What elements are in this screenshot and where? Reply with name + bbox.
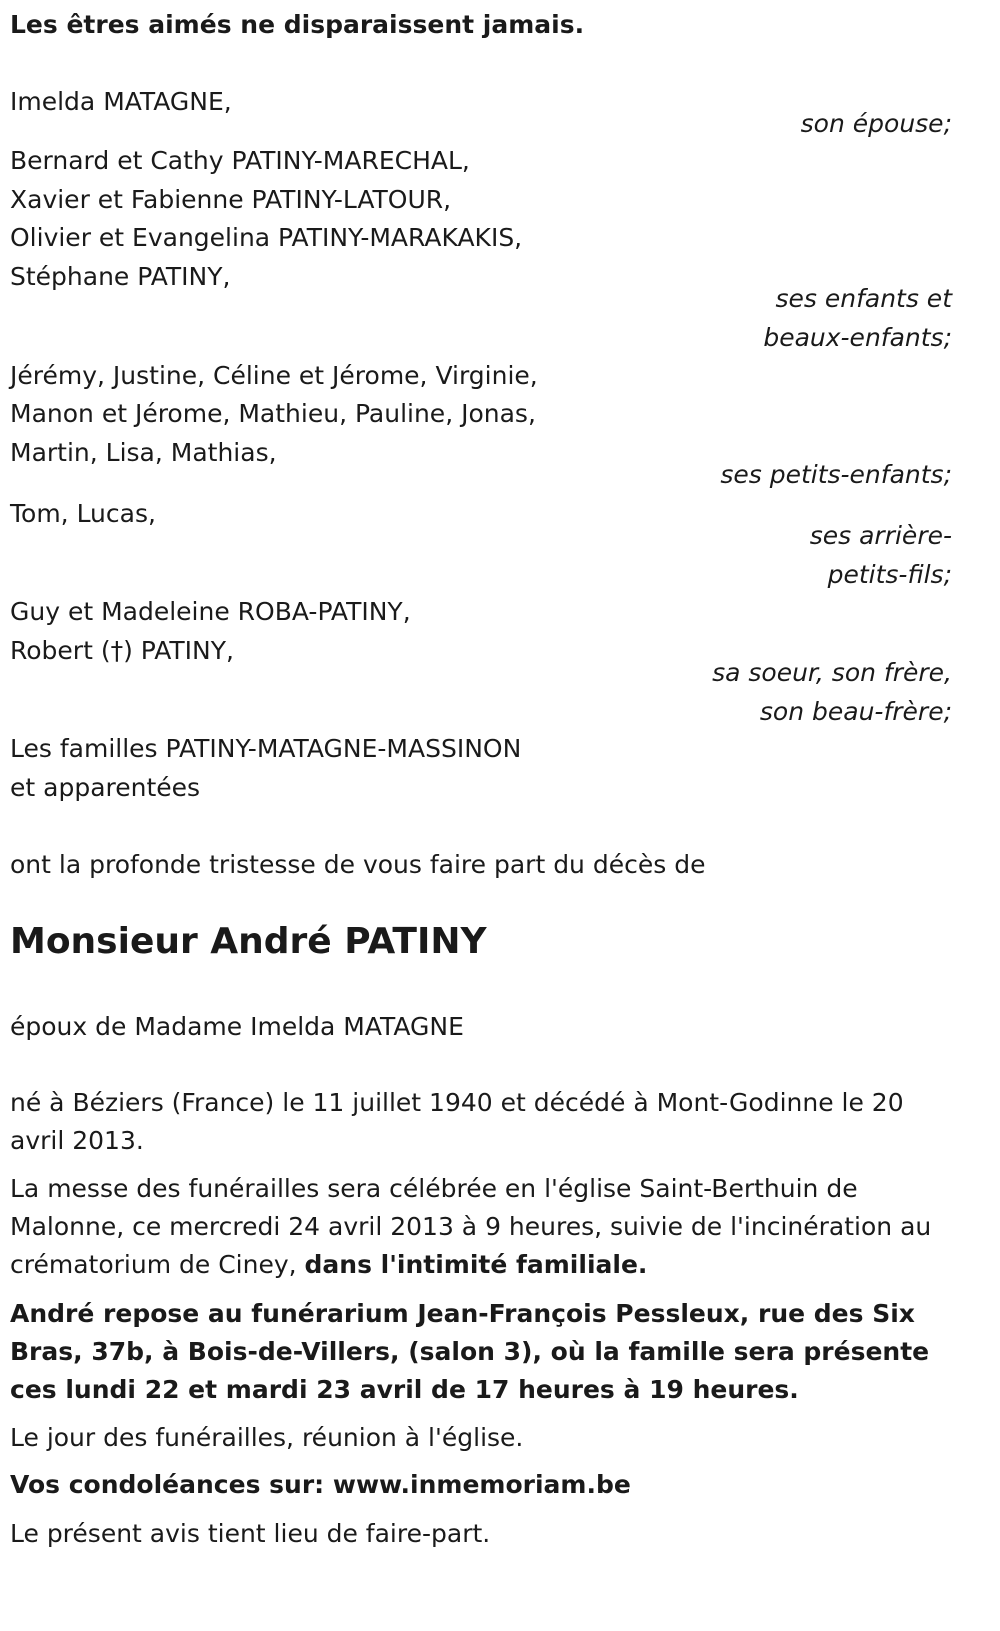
relative-name-line: Les familles PATINY-MATAGNE-MASSINON [10, 734, 522, 763]
mass-text: La messe des funérailles sera célébrée en l'église Saint-Berthuin de Malonne, ce mercredi 24 avril 2013 à 9 heures, suivie de l'incinération au crématorium de Ciney, [10, 1174, 932, 1279]
relative-name-line: Robert (†) PATINY, [10, 636, 234, 665]
relative-name-line: Manon et Jérome, Mathieu, Pauline, Jonas, [10, 399, 536, 428]
relative-name-line: et apparentées [10, 773, 201, 802]
relative-name-line: Tom, Lucas, [10, 499, 156, 528]
birth-death-paragraph: né à Béziers (France) le 11 juillet 1940 et décédé à Mont-Godinne le 20 avril 2013. [10, 1088, 904, 1155]
condolences-line: Vos condoléances sur: www.inmemoriam.be [10, 1470, 631, 1499]
meeting-line: Le jour des funérailles, réunion à l'église. [10, 1423, 524, 1452]
mass-paragraph [10, 1170, 960, 1284]
relation-label: petits-fils; [827, 560, 952, 589]
motto: Les êtres aimés ne disparaissent jamais. [10, 10, 585, 39]
relation-label: sa soeur, son frère, [712, 658, 952, 687]
relation-label: ses arrière- [809, 521, 952, 550]
relative-name-line: Bernard et Cathy PATINY-MARECHAL, [10, 146, 470, 175]
notice-line: Le présent avis tient lieu de faire-part. [10, 1519, 491, 1548]
deceased-name: Monsieur André PATINY [10, 921, 487, 962]
relation-label: son beau-frère; [759, 697, 952, 726]
relative-name-line: Imelda MATAGNE, [10, 87, 232, 116]
relative-name-line: Martin, Lisa, Mathias, [10, 438, 277, 467]
mass-bold-text: dans l'intimité familiale. [304, 1250, 648, 1279]
relation-label: son épouse; [800, 109, 952, 138]
funerarium-paragraph: André repose au funérarium Jean-François Pessleux, rue des Six Bras, 37b, à Bois-de-Villers, (salon 3), où la famille sera présente ces lundi 22 et mardi 23 avril de 17 heures à 19 heures. [10, 1299, 930, 1404]
relation-label: ses enfants et [775, 284, 952, 313]
relative-name-line: Stéphane PATINY, [10, 262, 231, 291]
relative-name-line: Jérémy, Justine, Céline et Jérome, Virginie, [10, 361, 538, 390]
relative-name-line: Guy et Madeleine ROBA-PATINY, [10, 597, 411, 626]
relative-name-line: Xavier et Fabienne PATINY-LATOUR, [10, 185, 452, 214]
spouse-line: époux de Madame Imelda MATAGNE [10, 1012, 464, 1041]
announcement: ont la profonde tristesse de vous faire part du décès de [10, 850, 706, 879]
relation-label: ses petits-enfants; [720, 460, 952, 489]
relative-name-line: Olivier et Evangelina PATINY-MARAKAKIS, [10, 223, 523, 252]
relation-label: beaux-enfants; [763, 323, 952, 352]
